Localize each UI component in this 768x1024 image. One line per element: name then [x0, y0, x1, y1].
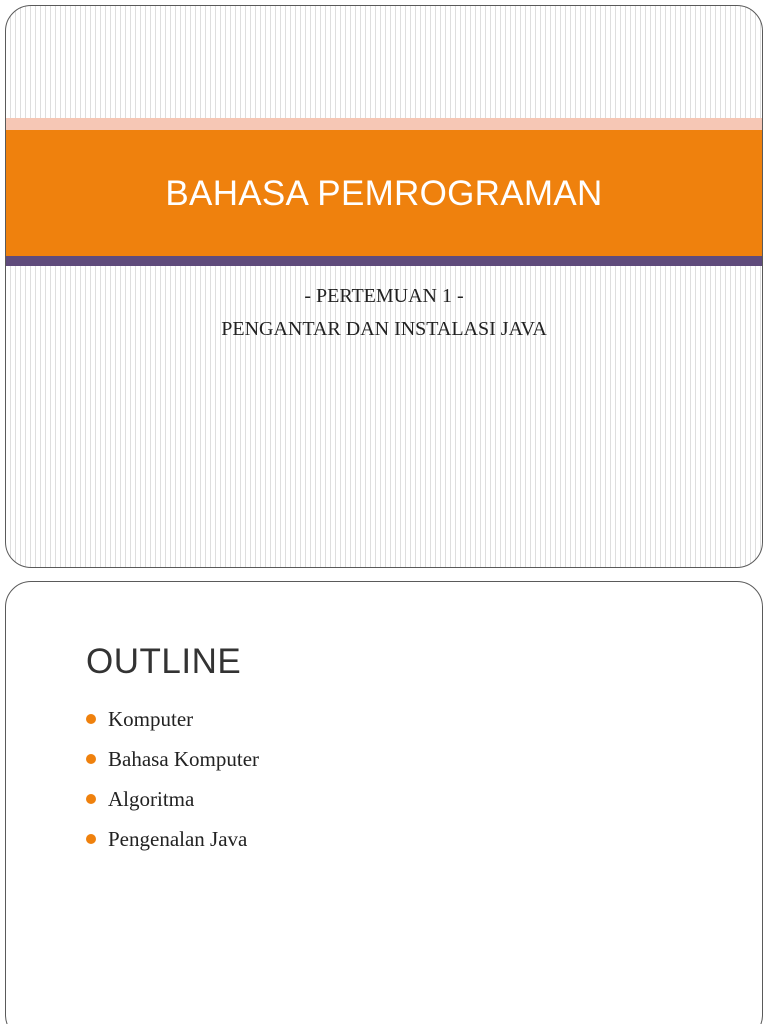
title-band-top-stripe	[6, 118, 762, 130]
list-item	[86, 819, 259, 859]
list-item-label: Komputer	[108, 706, 194, 731]
outline-slide	[5, 581, 763, 1024]
subtitle-line-1: - PERTEMUAN 1 -	[304, 285, 464, 307]
slide-subtitle	[6, 280, 762, 346]
subtitle-line-2: PENGANTAR DAN INSTALASI JAVA	[221, 318, 547, 340]
title-band	[6, 130, 762, 256]
outline-heading: OUTLINE	[86, 642, 242, 681]
title-slide	[5, 5, 763, 568]
slide-title: BAHASA PEMROGRAMAN	[165, 174, 603, 213]
list-item	[86, 699, 259, 739]
list-item	[86, 779, 259, 819]
bullet-dot-icon	[86, 834, 96, 844]
list-item	[86, 739, 259, 779]
title-band-bottom-stripe	[6, 256, 762, 266]
list-item-label: Algoritma	[108, 786, 195, 811]
bullet-dot-icon	[86, 794, 96, 804]
outline-list	[86, 699, 259, 859]
list-item-label: Pengenalan Java	[108, 826, 248, 851]
bullet-dot-icon	[86, 714, 96, 724]
bullet-dot-icon	[86, 754, 96, 764]
list-item-label: Bahasa Komputer	[108, 746, 260, 771]
